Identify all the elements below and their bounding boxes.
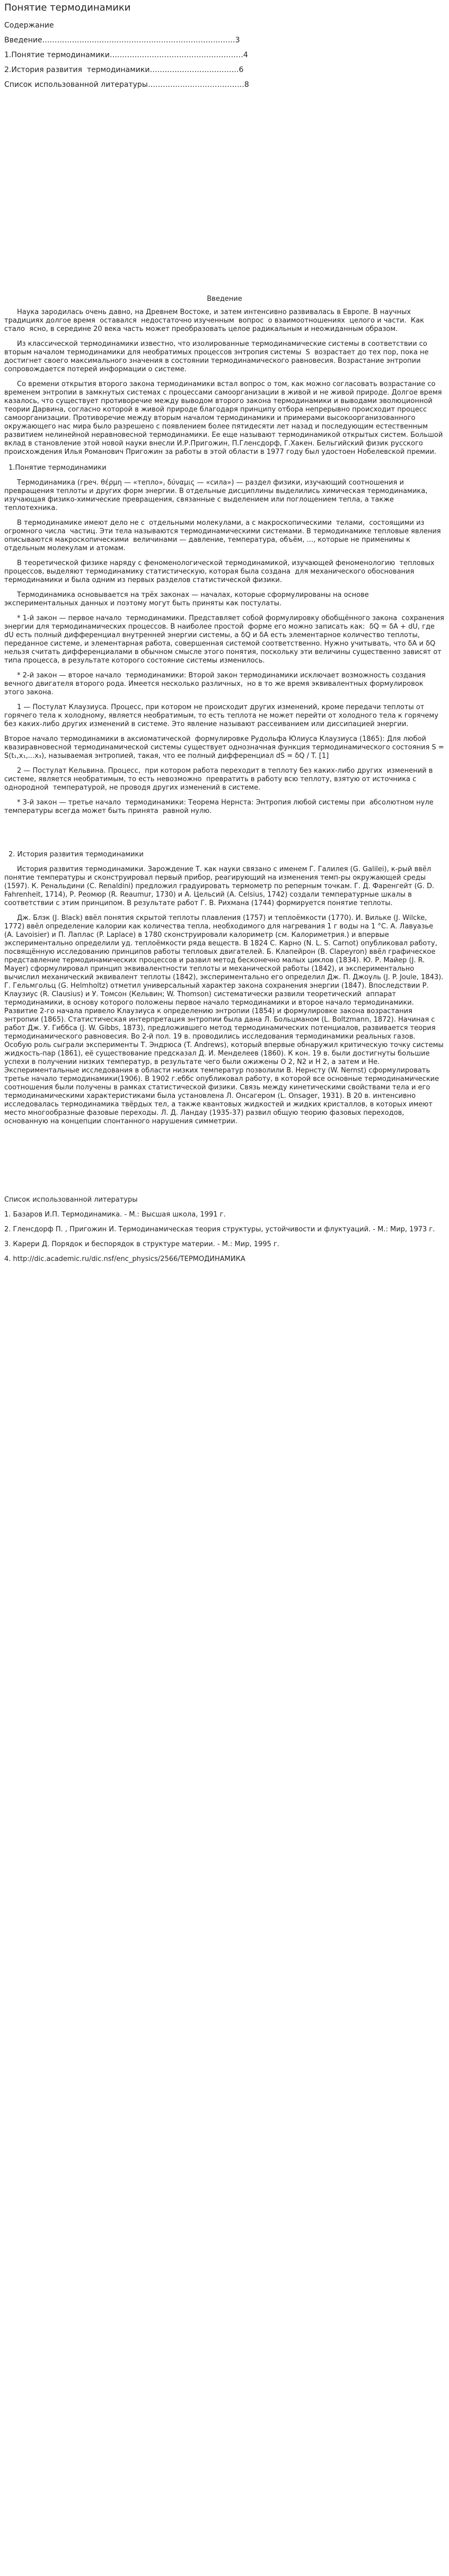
list-item: 2. Гленсдорф П. , Пригожин И. Термодинамическая теория структуры, устойчивости и флуктуаций. - М.: Мир, 1973 г. — [4, 1226, 435, 1233]
section1-paragraph: В термодинамике имеют дело не с отдельными молекулами, а с макроскопическими телами, состоящими из огромного числа частиц. Эти тела называются термодинамическими системами. В термодинамике тепловые явления описываются макроскопическими величинами — давление, температура, объём, ..., которые не применимы к отдельным молекулам и атомам. — [4, 519, 443, 552]
references-heading: Список использованной литературы — [4, 1196, 138, 1204]
section1-paragraph: Термодинамика основывается на трёх законах — началах, которые сформулированы на основе экспериментальных данных и поэтому могут быть приняты как постулаты. — [4, 591, 371, 607]
contents-label: Содержание — [4, 21, 54, 30]
toc-item-section1: 1.Понятие термодинамики………………………………………………4 — [4, 51, 248, 59]
section1-paragraph: В теоретической физике наряду с феноменологической термодинамикой, изучающей феноменологию тепловых процессов, выделяют термодинамику статистическую, которая была создана для механического обоснования термодинамики и была одним из первых разделов статистической физики. — [4, 559, 437, 584]
section-gap — [4, 822, 445, 843]
blank-gap — [4, 90, 445, 294]
table-of-contents — [4, 35, 445, 90]
section1-paragraph: Второе начало термодинамики в аксиоматической формулировке Рудольфа Юлиуса Клаузиуса (1865): Для любой квазиравновесной термодинамической системы существует однозначная функция термодинамического состояния S = S(t₁,x₁,...x₃), называемая энтропией, такая, что ее полный дифференциал dS = δQ / T. [1] — [4, 735, 446, 760]
list-item: 3. Карери Д. Порядок и беспорядок в структуре материи. - М.: Мир, 1995 г. — [4, 1240, 279, 1248]
section-gap — [4, 1132, 445, 1196]
section2-paragraph: Дж. Блэк (J. Black) ввёл понятия скрытой теплоты плавления (1757) и теплоёмкости (1770). И. Вильке (J. Wilcke, 1772) ввёл определение калории как количества тепла, необходимого для нагревания 1 г воды на 1 °С. А. Лавуазье (A. Lavoisier) и П. Лаплас (P. Laplace) в 1780 сконструировали калориметр (см. Калориметрия.) и впервые экспериментально определили уд. теплоёмкости ряда веществ. В 1824 С. Карно (N. L. S. Carnot) опубликовал работу, посвящённую исследованию принципов работы тепловых двигателей. Б. Клапейрон (B. Clapeyron) ввёл графическое представление термодинамических процессов и развил метод бесконечно малых циклов (1834). Ю. Р. Майер (J. R. Mayer) сформулировал принцип эквивалентности теплоты и механической работы (1842), и экспериментально вычислил механический эквивалент теплоты (1842), экспериментально его определил Дж. П. Джоуль (J. P. Joule, 1843). Г. Гельмгольц (G. Helmholtz) отметил универсальный характер закона сохранения энергии (1847). Впоследствии Р. Клаузиус (R. Clausius) и У. Томсон (Кельвин; W. Thomson) систематически развили теоретический аппарат термодинамики, в основу которого положены первое начало термодинамики и второе начало термодинамики. Развитие 2-го начала привело Клаузиуса к определению энтропии (1854) и формулировке закона возрастания энтропии (1865). Статистическая интерпретация энтропии была дана Л. Больцманом (L. Boltzmann, 1872). Начиная с работ Дж. У. Гиббса (J. W. Gibbs, 1873), предложившего метод термодинамических потенциалов, развивается теория термодинамического равновесия. Во 2-й пол. 19 в. проводились исследования термодинамики реальных газов. Особую роль сыграли эксперименты Т. Эндрюса (T. Andrews), который впервые обнаружил критическую точку системы жидкость-пар (1861), её существование предсказал Д. И. Менделеев (1860). К кон. 19 в. были достигнуты большие успехи в получении низких температур, в результате чего были ожижены O 2, N2 и H 2, а затем и He. Экспериментальные исследования в области низких температур позволили В. Нернсту (W. Nernst) сформулировать третье начало термодинамики(1906). В 1902 г.еббс опубликовал работу, в которой все основные термодинамические соотношения были получены в рамках статистической физики. Связь между кинетическими свойствами тела и его термодинамическими характеристиками была установлена Л. Онсагером (L. Onsager, 1931). В 20 в. интенсивно исследовалась термодинамика твёрдых тел, а также квантовых жидкостей и жидких кристаллов, в которых имеют место многообразные фазовые переходы. Л. Д. Ландау (1935-37) развил общую теорию фазовых переходов, основанную на концепции спонтанного нарушения симметрии. — [4, 914, 446, 1125]
section1-paragraph: * 3-й закон — третье начало термодинамики: Теорема Нернста: Энтропия любой системы при абсолютном нуле температуры всегда может быть принята равной нулю. — [4, 799, 436, 815]
toc-item-intro: Введение……………………………………………………………………3 — [4, 36, 240, 44]
toc-item-references: Список использованной литературы…………………………………8 — [4, 80, 249, 89]
section1-paragraph: Термодинамика (греч. θέρμη — «тепло», δύναμις — «сила») — раздел физики, изучающий соотношения и превращения теплоты и других форм энергии. В отдельные дисциплины выделились химическая термодинамика, изучающая физико-химические превращения, связанные с выделением или поглощением тепла, а также теплотехника. — [4, 479, 430, 512]
intro-paragraph: Наука зародилась очень давно, на Древнем Востоке, и затем интенсивно развивалась в Европе. В научных традициях долгое время оставался недостаточно изученным вопрос о взаимоотношениях целого и части. Как стало ясно, в середине 20 века часть может преобразовать целое радикальным и неожиданным образом. — [4, 308, 427, 333]
document-title: Понятие термодинамики — [4, 2, 131, 13]
intro-paragraph: Со времени открытия второго закона термодинамики встал вопрос о том, как можно согласовать возрастание со временем энтропии в замкнутых системах с процессами самоорганизации в живой и не живой природе. Долгое время казалось, что существует противоречие между выводом второго закона термодинамики и выводами эволюционной теории Дарвина, согласно которой в живой природе благодаря принципу отбора непрерывно происходит процесс самоорганизации. Противоречие между вторым началом термодинамики и примерами высокоорганизованного окружающего нас мира было разрешено с появлением более пятидесяти лет назад и последующим естественным развитием нелинейной неравновесной термодинамики. Ее еще называют термодинамикой открытых систем. Большой вклад в становление этой новой науки внесли И.Р.Пригожин, П.Гленсдорф, Г.Хакен. Бельгийский физик русского происхождения Илья Романович Пригожин за работы в этой области в 1977 году был удостоен Нобелевской премии. — [4, 380, 445, 456]
section1-heading: 1.Понятие термодинамики — [8, 464, 107, 472]
intro-heading: Введение — [207, 295, 242, 303]
toc-item-section2: 2.История развития термодинамики………………………………6 — [4, 66, 244, 74]
section2-heading: 2. История развития термодинамики — [8, 851, 144, 858]
list-item: 4. http://dic.academic.ru/dic.nsf/enc_physics/2566/ТЕРМОДИНАМИКА — [4, 1255, 245, 1263]
references-list — [4, 1211, 445, 1264]
section1-paragraph: * 1-й закон — первое начало термодинамики. Представляет собой формулировку обобщённого закона сохранения энергии для термодинамических процессов. В наиболее простой форме его можно записать как: δQ = δA + dU, где dU есть полный дифференциал внутренней энергии системы, а δQ и δA есть элементарное количество теплоты, переданное системе, и элементарная работа, совершенная системой соответственно. Нужно учитывать, что δA и δQ нельзя считать дифференциалами в обычном смысле этого понятия, поскольку эти величины существенно зависят от типа процесса, в результате которого состояние системы изменилось. — [4, 614, 446, 665]
section1-paragraph: 2 — Постулат Кельвина. Процесс, при котором работа переходит в теплоту без каких-либо других изменений в системе, является необратимым, то есть невозможно превратить в работу всю теплоту, взятую от источника с однородной температурой, не проводя других изменений в системе. — [4, 767, 435, 792]
intro-paragraph: Из классической термодинамики известно, что изолированные термодинамические системы в соответствии со вторым началом термодинамики для необратимых процессов энтропия системы S возрастает до тех пор, пока не достигнет своего максимального значения в состоянии термодинамического равновесия. Возрастание энтропии сопровождается потерей информации о системе. — [4, 340, 431, 373]
section1-paragraph: 1 — Постулат Клаузиуса. Процесс, при котором не происходит других изменений, кроме передачи теплоты от горячего тела к холодному, является необратимым, то есть теплота не может перейти от холодного тела к горячему без каких-либо других изменений в системе. Это явление называют рассеиванием или диссипацией энергии. — [4, 703, 441, 728]
section2-paragraph: История развития термодинамики. Зарождение Т. как науки связано с именем Г. Галилея (G. Galilei), к-рый ввёл понятие температуры и сконструировал первый прибор, реагирующий на изменения темп-ры окружающей среды (1597). К. Ренальдини (C. Renaldini) предложил градуировать термометр по реперным точкам. Г. Д. Фаренгейт (G. D. Fahrenheit, 1714), Р. Реомюр (R. Reaumur, 1730) и А. Цельсий (A. Celsius, 1742) создали температурные шкалы в соответствии с этим принципом. В результате работ Г. В. Рихмана (1744) формируется понятие теплоты. — [4, 865, 437, 907]
list-item: 1. Базаров И.П. Термодинамика. - М.: Высшая школа, 1991 г. — [4, 1211, 226, 1219]
section1-paragraph: * 2-й закон — второе начало термодинамики: Второй закон термодинамики исключает возможность создания вечного двигателя второго рода. Имеется несколько различных, но в то же время эквивалентных формулировок этого закона. — [4, 672, 430, 696]
